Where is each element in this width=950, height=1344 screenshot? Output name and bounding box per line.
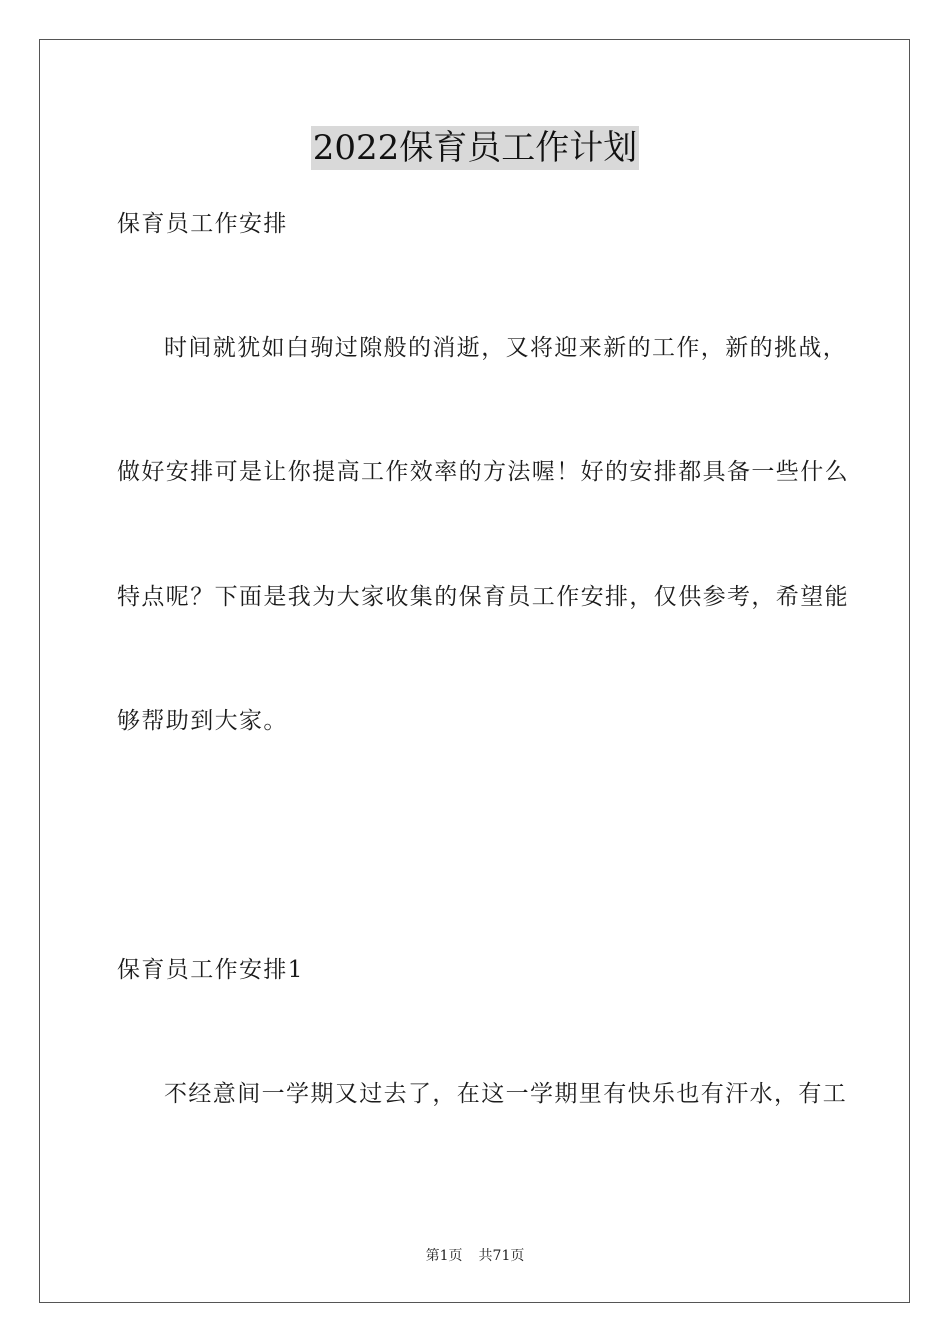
page-number: 第1页 (425, 1248, 463, 1264)
document-title: 2022保育员工作计划 (312, 128, 638, 168)
paragraph-line: 够帮助到大家。 (117, 708, 288, 734)
page-total: 共71页 (478, 1248, 525, 1264)
section-heading: 保育员工作安排1 (117, 957, 304, 983)
paragraph-line: 不经意间一学期又过去了，在这一学期里有快乐也有汗水，有工 (164, 1081, 848, 1107)
paragraph-line: 做好安排可是让你提高工作效率的方法喔！好的安排都具备一些什么 (117, 459, 849, 485)
section-heading: 保育员工作安排 (117, 211, 288, 237)
title-container (0, 126, 950, 170)
page-footer (0, 1247, 950, 1265)
paragraph-line: 特点呢？下面是我为大家收集的保育员工作安排，仅供参考，希望能 (117, 584, 849, 610)
paragraph-line: 时间就犹如白驹过隙般的消逝，又将迎来新的工作，新的挑战， (164, 335, 848, 361)
